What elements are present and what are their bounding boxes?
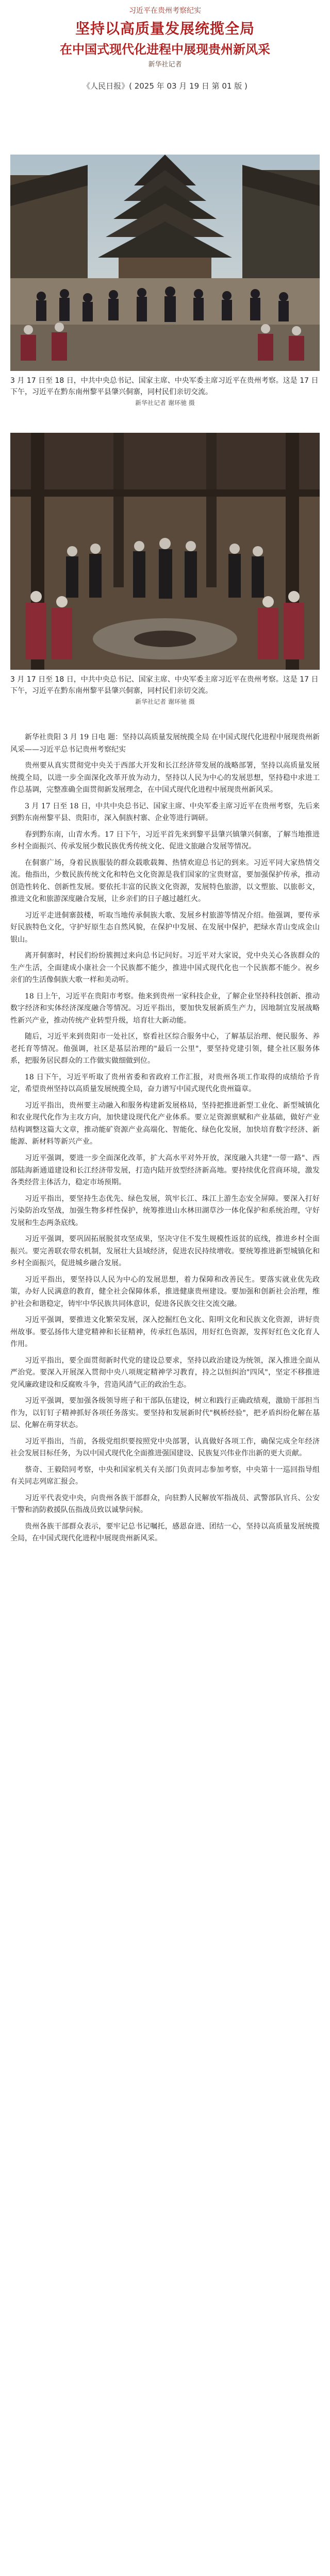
- paragraph: 18 日下午，习近平听取了贵州省委和省政府工作汇报，对贵州各项工作取得的成绩给予肯定，希望贵州坚持以高质量发展统揽全局，奋力谱写中国式现代化贵州篇章。: [10, 1073, 320, 1094]
- photo-dong-village-image: [10, 155, 320, 371]
- photo2-caption: 3 月 17 日至 18 日，中共中央总书记、国家主席、中央军委主席习近平在贵州考察。这是 17 日下午，习近平在黔东南州黎平县肇兴侗寨，同村民们亲切交流。: [10, 675, 319, 696]
- paragraph: 习近平指出，要坚持以人民为中心的发展思想，着力保障和改善民生。要落实就业优先政策，办好人民满意的教育，健全社会保障体系，推进健康贵州建设。要加强和创新社会治理，维护社会和谐稳定，铸牢中华民族共同体意识，促进各民族交往交流交融。: [10, 1275, 320, 1308]
- photo1-caption: 3 月 17 日至 18 日，中共中央总书记、国家主席、中央军委主席习近平在贵州考察。这是 17 日下午，习近平在黔东南州黎平县肇兴侗寨，同村民们亲切交流。: [10, 377, 319, 397]
- paragraph: 蔡奇、王毅陪同考察，中央和国家机关有关部门负责同志参加考察，中央第十一巡回指导组有关同志列席汇报会。: [10, 1465, 320, 1486]
- article-kicker: 习近平在贵州考察纪实: [129, 7, 201, 15]
- paragraph: 随后，习近平来到贵阳市一处社区，察看社区综合服务中心，了解基层治理、便民服务、养老托育等情况。他强调，社区是基层治理的"最后一公里"，要坚持党建引领，健全社区服务体系，把服务居民群众的工作做实做细做到位。: [10, 1032, 320, 1065]
- paragraph: 习近平强调，要巩固拓展脱贫攻坚成果，坚决守住不发生规模性返贫的底线，推进乡村全面振兴。要完善联农带农机制，发展壮大县域经济，促进农民持续增收。要统筹推进新型城镇化和乡村全面振兴，促进城乡融合发展。: [10, 1235, 320, 1268]
- article-body: [10, 732, 320, 1549]
- paragraph: 贵州要从真实贯彻党中央关于西部大开发和长江经济带发展的战略部署，坚持以高质量发展统揽全局，以进一步全面深化改革开放为动力，坚持以人民为中心的发展思想，坚持稳中求进工作总基调，完整准确全面贯彻新发展理念，在中国式现代化进程中展现贵州新风采。: [10, 761, 320, 794]
- paragraph: 新华社贵阳 3 月 19 日电 题：坚持以高质量发展统揽全局 在中国式现代化进程中展现贵州新风采——习近平总书记贵州考察纪实: [10, 733, 320, 754]
- photo1-credit: 新华社记者 谢环驰 摄: [135, 399, 195, 406]
- paragraph: 贵州各族干部群众表示，要牢记总书记嘱托，感恩奋进、团结一心，坚持以高质量发展统揽全局，在中国式现代化进程中展现贵州新风采。: [10, 1522, 320, 1543]
- photo2-credit: 新华社记者 谢环驰 摄: [135, 698, 195, 705]
- article-header: [0, 0, 330, 155]
- paragraph: 习近平指出，当前，各级党组织要按照党中央部署，认真做好各项工作，确保完成全年经济社会发展目标任务，为以中国式现代化全面推进强国建设、民族复兴伟业作出新的更大贡献。: [10, 1437, 320, 1458]
- paragraph: 习近平强调，要进一步全面深化改革，扩大高水平对外开放，深度融入共建"一带一路"、西部陆海新通道建设和长江经济带发展，打造内陆开放型经济新高地。要持续优化营商环境，激发各类经营主体活力，稳定市场预期。: [10, 1154, 320, 1187]
- paragraph: 离开侗寨时，村民们纷纷簇拥过来向总书记问好。习近平对大家说，党中央关心各族群众的生产生活，全面建成小康社会一个民族都不能少，推进中国式现代化也一个民族都不能少。祝乡亲们的生活像侗族大歌一样和美动听。: [10, 952, 320, 985]
- paragraph: 春到黔东南，山青水秀。17 日下午，习近平首先来到黎平县肇兴镇肇兴侗寨，了解当地推进乡村全面振兴、传承发展少数民族优秀传统文化、促进文旅融合发展等情况。: [10, 830, 320, 851]
- article-title-line2: 在中国式现代化进程中展现贵州新风采: [60, 42, 270, 57]
- paragraph: 3 月 17 日至 18 日，中共中央总书记、国家主席、中央军委主席习近平在贵州考察，先后来到黔东南州黎平县、贵阳市，深入侗族村寨、企业等进行调研。: [10, 802, 320, 823]
- photo-drum-tower: [10, 433, 320, 670]
- photo-dong-village: [10, 155, 320, 371]
- article-source: 《人民日报》( 2025 年 03 月 19 日 第 01 版 ): [82, 81, 248, 91]
- article-byline: 新华社记者: [148, 61, 182, 69]
- photo-drum-tower-image: [10, 433, 320, 670]
- paragraph: 习近平代表党中央，向贵州各族干部群众，向驻黔人民解放军指战员、武警部队官兵、公安干警和消防救援队伍指战员致以诚挚问候。: [10, 1494, 320, 1515]
- paragraph: 习近平走进侗寨鼓楼，听取当地传承侗族大歌、发展乡村旅游等情况介绍。他强调，要传承好民族特色文化，守护好原生态自然风貌，在保护中发展、在发展中保护，把绿水青山变成金山银山。: [10, 911, 320, 944]
- photo1-caption-block: [10, 375, 320, 408]
- article-title-line1: 坚持以高质量发展统揽全局: [75, 20, 255, 37]
- paragraph: 习近平强调，要推进文化繁荣发展，深入挖掘红色文化、阳明文化和民族文化资源，讲好贵州故事。要弘扬伟大建党精神和长征精神，传承红色基因，用好红色资源，发挥好红色文化育人作用。: [10, 1316, 320, 1349]
- paragraph: 习近平强调，要加强各级领导班子和干部队伍建设，树立和践行正确政绩观，激励干部担当作为，以钉钉子精神抓好各项任务落实。要坚持和发展新时代"枫桥经验"，把矛盾纠纷化解在基层、化解在萌芽状态。: [10, 1397, 320, 1430]
- paragraph: 18 日上午，习近平在贵阳市考察。他来到贵州一家科技企业，了解企业坚持科技创新、推动数字经济和实体经济深度融合等情况。习近平指出，要加快发展新质生产力，因地制宜发展战略性新兴产业，推动传统产业转型升级，培育壮大新动能。: [10, 992, 320, 1025]
- paragraph: 习近平指出，要坚持生态优先、绿色发展，筑牢长江、珠江上游生态安全屏障。要深入打好污染防治攻坚战，加强生物多样性保护，统筹推进山水林田湖草沙一体化保护和系统治理，守好发展和生态两条底线。: [10, 1194, 320, 1227]
- photo2-caption-block: [10, 674, 320, 707]
- paragraph: 习近平指出，要全面贯彻新时代党的建设总要求，坚持以政治建设为统领，深入推进全面从严治党。要深入开展深入贯彻中央八项规定精神学习教育，持之以恒纠治"四风"，坚定不移推进党风廉政建设和反腐败斗争，营造风清气正的政治生态。: [10, 1356, 320, 1389]
- paragraph: 习近平指出，贵州要主动融入和服务构建新发展格局，坚持把推进新型工业化、新型城镇化和农业现代化作为主攻方向，加快建设现代化产业体系。要立足资源禀赋和产业基础，做好产业结构调整这篇大文章，推动能矿资源产业高端化、智能化、绿色化发展，加快培育数字经济、新能源、新材料等新兴产业。: [10, 1101, 320, 1146]
- paragraph: 在侗寨广场，身着民族服装的群众载歌载舞、热情欢迎总书记的到来。习近平同大家热情交流。他指出，少数民族传统文化和特色文化资源是我们国家的宝贵财富，要加强保护传承，推动创造性转化、创新性发展。要依托丰富的民族文化资源，发展特色旅游，以文塑旅、以旅彰文，推进文化和旅游深度融合发展，让乡亲们的日子越过越红火。: [10, 858, 320, 904]
